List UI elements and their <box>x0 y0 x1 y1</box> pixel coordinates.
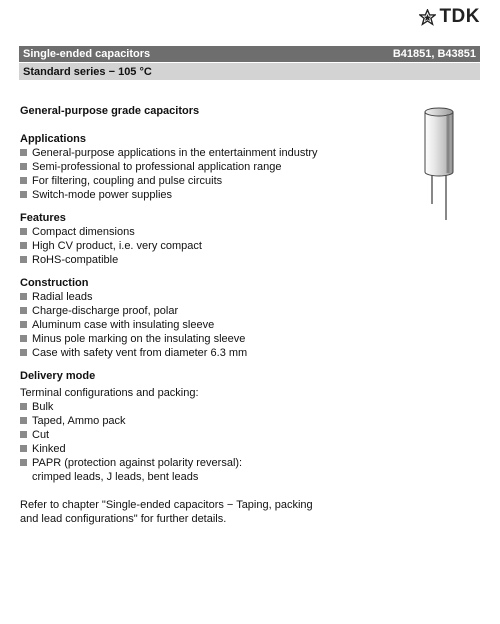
series-title: Standard series − 105 °C <box>23 65 152 78</box>
features-heading: Features <box>20 212 66 224</box>
bullet-square-icon <box>20 256 27 263</box>
bullet-square-icon <box>20 459 27 466</box>
list-item: High CV product, i.e. very compact <box>20 239 360 253</box>
applications-heading: Applications <box>20 133 87 145</box>
features-section <box>20 211 360 267</box>
delivery-intro: Terminal configurations and packing: <box>20 387 199 399</box>
bullet-square-icon <box>20 163 27 170</box>
applications-section <box>20 132 360 202</box>
bullet-square-icon <box>20 403 27 410</box>
list-item: Cut <box>20 428 360 442</box>
part-numbers: B41851, B43851 <box>392 48 476 60</box>
main-title: General-purpose grade capacitors <box>20 105 200 117</box>
delivery-heading: Delivery mode <box>20 370 96 382</box>
list-item: Switch-mode power supplies <box>20 188 360 202</box>
delivery-section <box>20 369 360 484</box>
refer-line-2: and lead configurations" for further details. <box>20 513 227 525</box>
list-item: Compact dimensions <box>20 225 360 239</box>
list-item: Aluminum case with insulating sleeve <box>20 318 360 332</box>
bullet-square-icon <box>20 191 27 198</box>
datasheet-content <box>20 104 360 526</box>
list-item: General-purpose applications in the entertainment industry <box>20 146 360 160</box>
bullet-square-icon <box>20 445 27 452</box>
construction-section <box>20 276 360 360</box>
list-item: Minus pole marking on the insulating sleeve <box>20 332 360 346</box>
bullet-square-icon <box>20 307 27 314</box>
category-bar <box>19 46 480 62</box>
logo-text: TDK <box>439 6 480 27</box>
list-item: Case with safety vent from diameter 6.3 mm <box>20 346 360 360</box>
bullet-square-icon <box>20 228 27 235</box>
bullet-square-icon <box>20 321 27 328</box>
list-item: Taped, Ammo pack <box>20 414 360 428</box>
bullet-square-icon <box>20 349 27 356</box>
list-item: PAPR (protection against polarity reversal): <box>20 456 360 470</box>
list-item: RoHS-compatible <box>20 253 360 267</box>
list-item: Charge-discharge proof, polar <box>20 304 360 318</box>
bullet-square-icon <box>20 242 27 249</box>
construction-heading: Construction <box>20 277 89 289</box>
bullet-square-icon <box>20 335 27 342</box>
papr-detail: crimped leads, J leads, bent leads <box>32 471 199 483</box>
list-item: Bulk <box>20 400 360 414</box>
list-item: Radial leads <box>20 290 360 304</box>
bullet-square-icon <box>20 149 27 156</box>
capacitor-illustration <box>415 104 465 234</box>
tdk-logo <box>419 6 480 28</box>
bullet-square-icon <box>20 177 27 184</box>
tdk-logo-icon <box>419 9 436 26</box>
list-item: For filtering, coupling and pulse circuits <box>20 174 360 188</box>
bullet-square-icon <box>20 417 27 424</box>
bullet-square-icon <box>20 431 27 438</box>
refer-line-1: Refer to chapter "Single-ended capacitors − Taping, packing <box>20 499 313 511</box>
list-item: Kinked <box>20 442 360 456</box>
list-item: Semi-professional to professional application range <box>20 160 360 174</box>
refer-note <box>20 498 360 526</box>
bullet-square-icon <box>20 293 27 300</box>
series-bar <box>19 63 480 80</box>
category-title: Single-ended capacitors <box>23 48 151 60</box>
